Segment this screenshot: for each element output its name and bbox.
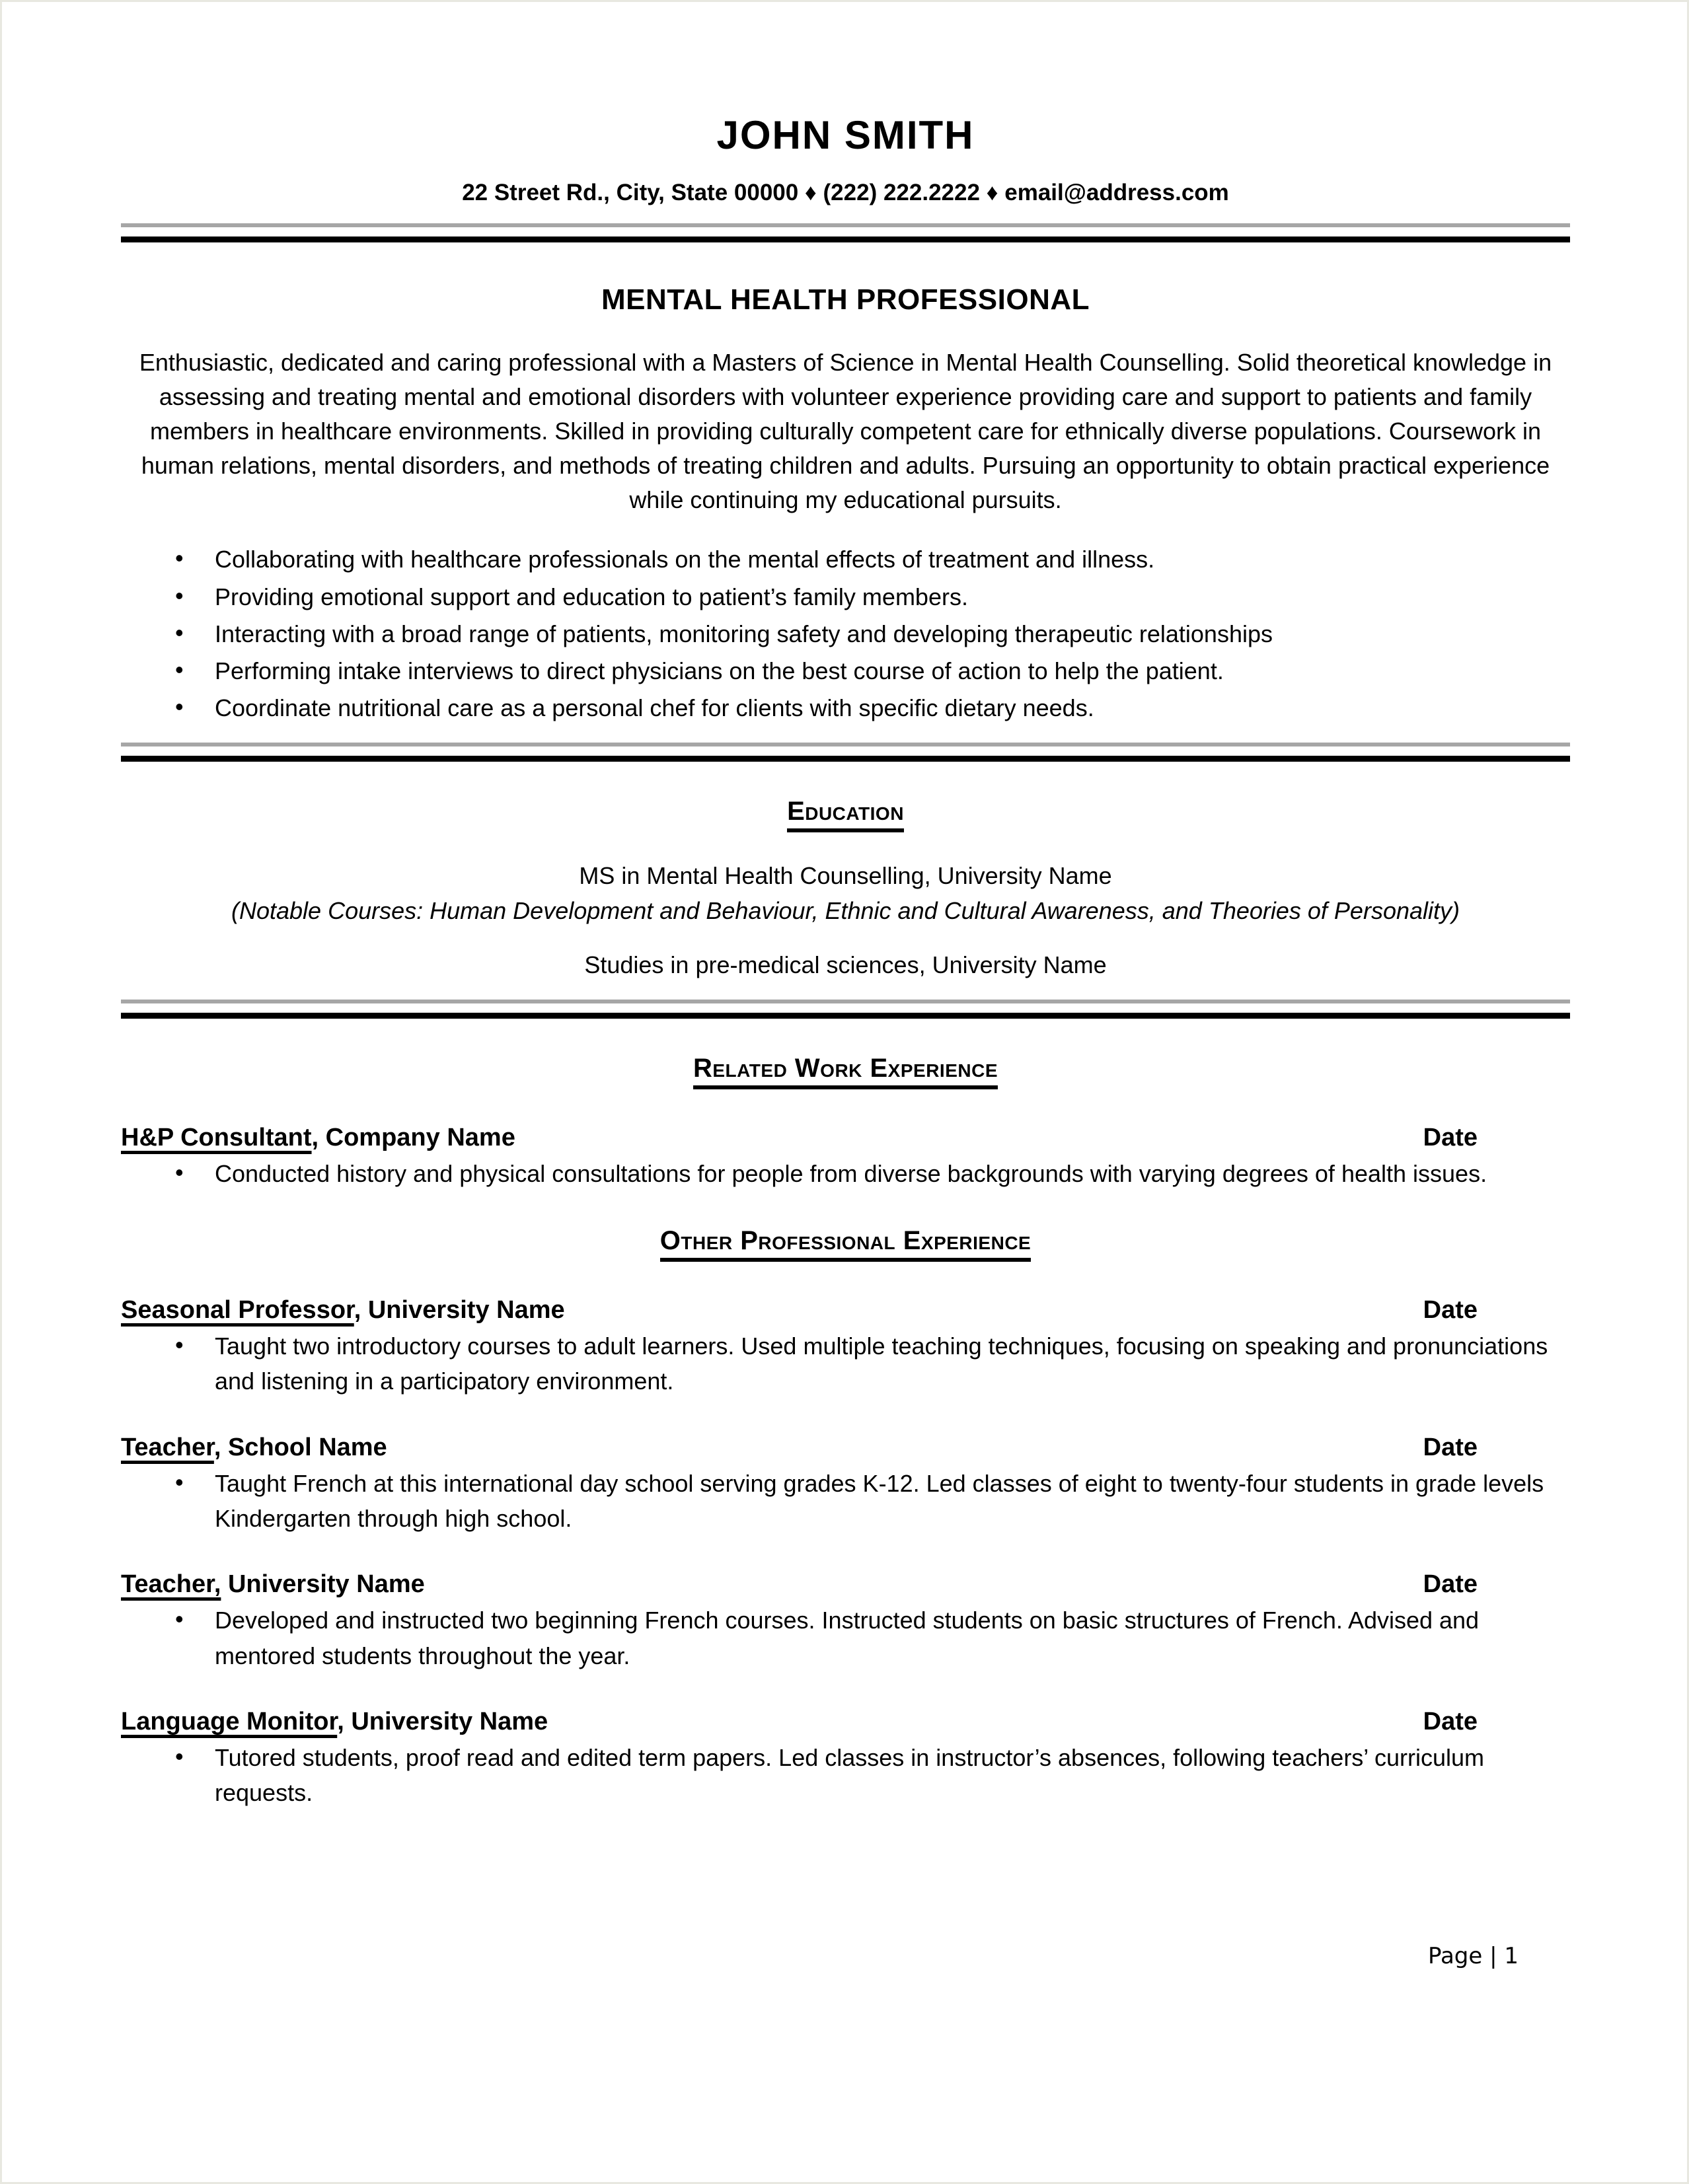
candidate-name: JOHN SMITH: [716, 113, 975, 157]
experience-entry-header: [121, 1296, 1570, 1325]
experience-entry: [121, 1296, 1570, 1399]
experience-entry: [121, 1570, 1570, 1673]
list-item: • Collaborating with healthcare professionals on the mental effects of treatment and illness.: [121, 542, 1570, 577]
experience-entry: [121, 1434, 1570, 1537]
experience-entry-date: Date: [1423, 1296, 1478, 1325]
education-degree: MS in Mental Health Counselling, University Name: [579, 862, 1112, 890]
highlights-list: [121, 542, 1570, 725]
divider-header: [121, 223, 1570, 242]
experience-entry-role: Language Monitor: [121, 1707, 338, 1735]
divider-gap: [121, 746, 1570, 756]
experience-entry-header: [121, 1570, 1570, 1599]
divider-black-rule: [121, 1013, 1570, 1019]
experience-entry-bullets: [121, 1329, 1570, 1399]
list-item: • Conducted history and physical consultations for people from diverse backgrounds with varying degrees of health issues.: [121, 1156, 1570, 1191]
experience-entry-org: University Name: [221, 1570, 425, 1599]
divider-gap: [121, 227, 1570, 237]
experience-entry-title: [121, 1296, 565, 1325]
experience-entry-date: Date: [1423, 1707, 1478, 1735]
experience-entry-role: H&P Consultant: [121, 1123, 312, 1151]
professional-summary: Enthusiastic, dedicated and caring professional with a Masters of Science in Mental Health Counselling. Solid theoretical knowledge in assessing and treating mental and emotional disorders with volunteer experience providing care and support to patients and family members in healthcare environments. Skilled in providing culturally competent care for ethnically diverse populations. Coursework in human relations, mental disorders, and methods of treating children and adults. Pursuing an opportunity to obtain practical experience while continuing my educational pursuits.: [139, 348, 1552, 514]
section-heading-education: [121, 796, 1570, 832]
experience-entry-title: [121, 1434, 387, 1462]
divider-education: [121, 743, 1570, 762]
experience-entry-bullets: [121, 1466, 1570, 1537]
list-item: • Taught two introductory courses to adult learners. Used multiple teaching techniques, focusing on speaking and pronunciations and listening in a participatory environment.: [121, 1329, 1570, 1399]
education-courses: (Notable Courses: Human Development and Behaviour, Ethnic and Cultural Awareness, and Theories of Personality): [231, 896, 1460, 924]
divider-gap: [121, 1003, 1570, 1013]
experience-entry-org: , Company Name: [311, 1123, 515, 1151]
divider-black-rule: [121, 756, 1570, 762]
resume-sheet: [2, 2, 1689, 2184]
experience-entry-date: Date: [1423, 1433, 1478, 1461]
list-item: • Developed and instructed two beginning French courses. Instructed students on basic structures of French. Advised and mentored students throughout the year.: [121, 1603, 1570, 1673]
list-item: • Taught French at this international day school serving grades K-12. Led classes of eight to twenty-four students in grade levels Kindergarten through high school.: [121, 1466, 1570, 1537]
divider-related-work: [121, 1000, 1570, 1019]
experience-entry-bullets: [121, 1740, 1570, 1811]
section-heading-related-work: [121, 1053, 1570, 1089]
resume-content: [121, 2, 1570, 1810]
divider-black-rule: [121, 237, 1570, 242]
experience-entry-title: [121, 1570, 425, 1599]
experience-entry-header: [121, 1708, 1570, 1736]
experience-entry-title: [121, 1124, 515, 1152]
experience-entry-bullets: [121, 1603, 1570, 1673]
list-item: • Providing emotional support and education to patient’s family members.: [121, 580, 1570, 614]
experience-entry-header: [121, 1434, 1570, 1462]
experience-entry-role: Teacher: [121, 1433, 214, 1461]
experience-entry-role: Teacher,: [121, 1570, 221, 1599]
experience-entry-role: Seasonal Professor: [121, 1296, 354, 1325]
section-heading-label: Other Professional Experience: [660, 1225, 1031, 1262]
page-footer: Page | 1: [1427, 1943, 1519, 1969]
experience-entry-org: , University Name: [337, 1707, 548, 1735]
contact-line: 22 Street Rd., City, State 00000 ♦ (222) 222.2222 ♦ email@address.com: [462, 180, 1229, 205]
experience-entry-title: [121, 1708, 548, 1736]
experience-entry: [121, 1708, 1570, 1811]
experience-entry-date: Date: [1423, 1123, 1478, 1151]
list-item: • Interacting with a broad range of patients, monitoring safety and developing therapeutic relationships: [121, 617, 1570, 651]
section-heading-label: Related Work Experience: [693, 1053, 998, 1089]
section-heading-label: Education: [787, 796, 904, 832]
experience-entry: [121, 1124, 1570, 1191]
experience-entry-date: Date: [1423, 1570, 1478, 1599]
list-item: • Tutored students, proof read and edited term papers. Led classes in instructor’s absences, following teachers’ curriculum requests.: [121, 1740, 1570, 1811]
section-heading-other-experience: [121, 1225, 1570, 1262]
experience-entry-header: [121, 1124, 1570, 1152]
experience-entry-bullets: [121, 1156, 1570, 1191]
professional-title: MENTAL HEALTH PROFESSIONAL: [601, 283, 1090, 316]
education-additional: Studies in pre-medical sciences, University Name: [584, 951, 1107, 978]
list-item: • Coordinate nutritional care as a personal chef for clients with specific dietary needs.: [121, 691, 1570, 725]
experience-entry-org: , University Name: [354, 1296, 565, 1325]
list-item: • Performing intake interviews to direct physicians on the best course of action to help the patient.: [121, 654, 1570, 688]
experience-entry-org: , School Name: [213, 1433, 387, 1461]
